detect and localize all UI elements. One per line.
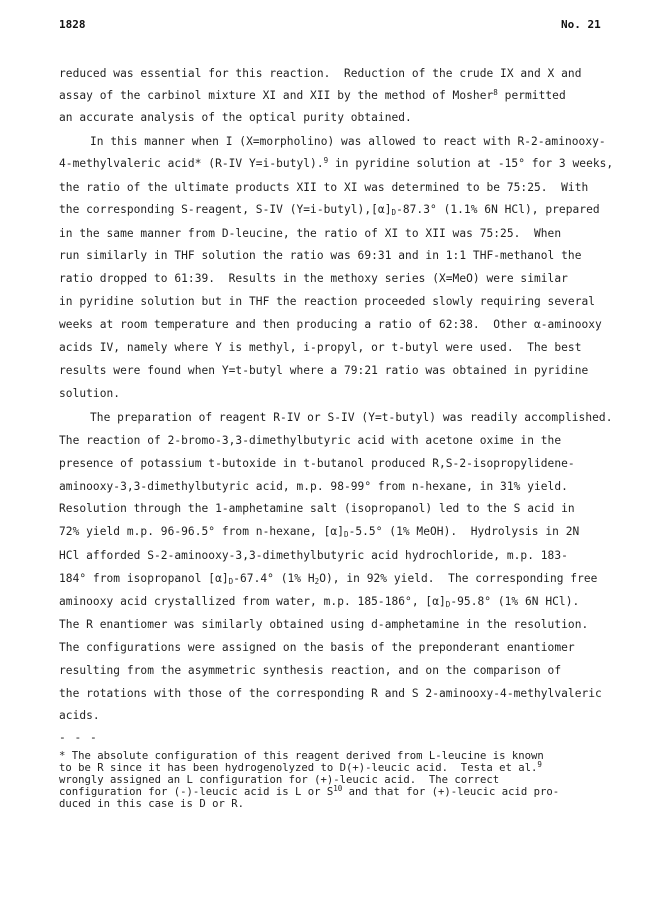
footnote-line: duced in this case is D or R.	[59, 798, 244, 810]
subscript: D	[228, 577, 234, 586]
body-line: the ratio of the ultimate products XII to XI was determined to be 75:25. With	[59, 181, 589, 194]
footnote-line: wrongly assigned an L configuration for (+)-leucic acid. The correct	[59, 774, 500, 786]
body-line: The R enantiomer was similarly obtained using d-amphetamine in the resolution.	[59, 618, 589, 631]
section-separator: - - -	[59, 731, 98, 744]
reference-superscript: 8	[493, 88, 498, 97]
body-line: an accurate analysis of the optical purity obtained.	[59, 111, 412, 124]
footnote-line: to be R since it has been hydrogenolyzed to D(+)-leucic acid. Testa et al.$^9$	[59, 760, 542, 774]
body-line: reduced was essential for this reaction. Reduction of the crude IX and X and	[59, 67, 582, 80]
body-line: 184° from isopropanol $[\alpha]_D-67.4^\circ$ (1% $H_2O$), in 92% yield. The corresponding free	[59, 572, 598, 586]
journal-issue: No. 21	[561, 18, 601, 31]
body-line: solution.	[59, 387, 121, 400]
body-line: resulting from the asymmetric synthesis reaction, and on the comparison of	[59, 664, 562, 677]
body-line: 4-methylvaleric acid* (R-IV Y=i-butyl).$^9$ in pyridine solution at -15° for 3 weeks,	[59, 156, 614, 170]
body-line: acids.	[59, 709, 100, 722]
body-line: The reaction of 2-bromo-3,3-dimethylbutyric acid with acetone oxime in the	[59, 434, 562, 447]
body-line: The preparation of reagent R-IV or S-IV (Y=t-butyl) was readily accomplished.	[90, 411, 613, 424]
page-number: 1828	[59, 18, 86, 31]
reference-superscript: 9	[537, 760, 542, 769]
reference-superscript: 10	[333, 784, 343, 793]
reference-superscript: 9	[323, 156, 329, 165]
body-line: HCl afforded S-2-aminooxy-3,3-dimethylbutyric acid hydrochloride, m.p. 183-	[59, 549, 568, 562]
subscript: D	[344, 530, 349, 539]
body-line: presence of potassium t-butoxide in t-butanol produced R,S-2-isopropylidene-	[59, 457, 575, 470]
body-line: acids IV, namely where Y is methyl, i-propyl, or t-butyl were used. The best	[59, 341, 582, 354]
body-line: 72% yield m.p. 96-96.5° from n-hexane, $[\alpha]_D-5.5^\circ$ (1% MeOH). Hydrolysis in 2N	[59, 525, 580, 539]
body-line: run similarly in THF solution the ratio was 69:31 and in 1:1 THF-methanol the	[59, 249, 582, 262]
body-line: in the same manner from D-leucine, the ratio of XI to XII was 75:25. When	[59, 227, 562, 240]
body-line: weeks at room temperature and then producing a ratio of 62:38. Other α-aminooxy	[59, 318, 602, 331]
body-line: In this manner when I (X=morpholino) was allowed to react with R-2-aminooxy-	[90, 135, 606, 148]
body-line: Resolution through the 1-amphetamine salt (isopropanol) led to the S acid in	[59, 502, 575, 515]
body-line: aminooxy-3,3-dimethylbutyric acid, m.p. 98-99° from n-hexane, in 31% yield.	[59, 480, 568, 493]
subscript: 2	[314, 577, 320, 586]
body-line: ratio dropped to 61:39. Results in the methoxy series (X=MeO) were similar	[59, 272, 568, 285]
body-line: in pyridine solution but in THF the reaction proceeded slowly requiring several	[59, 295, 596, 308]
body-line: aminooxy acid crystallized from water, m.p. 185-186°, $[\alpha]_D-95.8^\circ$ (1% 6N HCl).	[59, 595, 580, 609]
body-line: The configurations were assigned on the basis of the preponderant enantiomer	[59, 641, 575, 654]
body-line: the rotations with those of the corresponding R and S 2-aminooxy-4-methylvaleric	[59, 687, 602, 700]
body-line: the corresponding S-reagent, S-IV $(Y=i-butyl),[\alpha]_D-87.3^\circ$ (1.1% 6N HCl), prepared	[59, 203, 600, 217]
body-line: results were found when Y=t-butyl where a 79:21 ratio was obtained in pyridine	[59, 364, 589, 377]
body-line: assay of the carbinol mixture XI and XII by the method of Mosher$^8$ permitted	[59, 88, 566, 102]
subscript: D	[445, 600, 451, 609]
subscript: D	[391, 208, 397, 217]
footnote-line: * The absolute configuration of this reagent derived from L-leucine is known	[59, 750, 544, 762]
footnote-line: configuration for (-)-leucic acid is L or $S^{10}$ and that for (+)-leucic acid pro-	[59, 784, 560, 798]
